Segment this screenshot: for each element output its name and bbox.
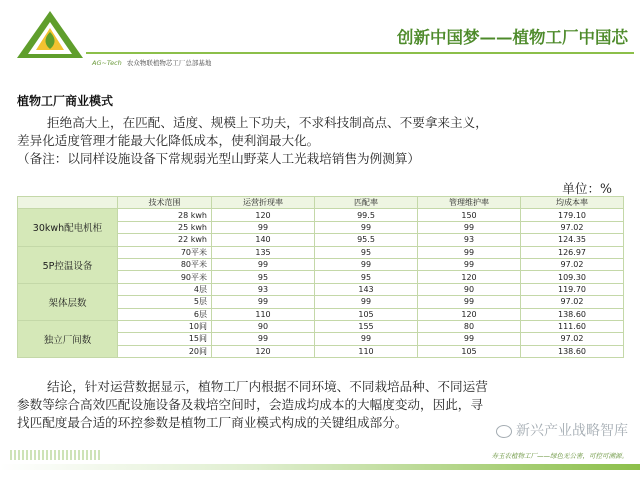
intro-paragraph: [17, 114, 623, 168]
cell-value: 99: [212, 221, 315, 233]
cell-value: 80: [418, 320, 521, 332]
cell-value: 110: [212, 308, 315, 320]
header-tech-range: 技术范围: [118, 197, 212, 209]
cell-value: 95: [315, 246, 418, 258]
cell-value: 99: [418, 221, 521, 233]
header-avg-cost-rate: 均成本率: [521, 197, 624, 209]
footer-divider: [0, 464, 640, 470]
footer-slogan: 寿玉农植物工厂——绿色无公害，可控可溯源。: [491, 452, 628, 460]
cost-rate-table: [17, 196, 624, 358]
cell-range: 80平米: [118, 258, 212, 270]
cell-value: 99: [315, 221, 418, 233]
cell-range: 15间: [118, 333, 212, 345]
header-divider: [86, 52, 634, 54]
cell-value: 99: [315, 333, 418, 345]
table-header-row: [18, 197, 624, 209]
cell-value: 99: [315, 296, 418, 308]
cell-value: 99.5: [315, 209, 418, 221]
table-row: [18, 246, 624, 258]
cell-value: 120: [418, 271, 521, 283]
cell-value: 97.02: [521, 258, 624, 270]
header-match-rate: 匹配率: [315, 197, 418, 209]
cell-range: 5层: [118, 296, 212, 308]
cell-value: 120: [418, 308, 521, 320]
group-label: 5P控温设备: [18, 246, 118, 283]
cell-value: 109.30: [521, 271, 624, 283]
brand-cn: 农众物联植物芯工厂总部基地: [126, 59, 212, 67]
cell-range: 25 kwh: [118, 221, 212, 233]
cell-range: 4层: [118, 283, 212, 295]
cell-value: 150: [418, 209, 521, 221]
cell-value: 105: [418, 345, 521, 357]
cell-value: 119.70: [521, 283, 624, 295]
unit-label: 单位：%: [562, 181, 612, 196]
cell-value: 90: [418, 283, 521, 295]
cell-value: 143: [315, 283, 418, 295]
brand-en: AG~Tech: [92, 59, 122, 67]
cell-value: 155: [315, 320, 418, 332]
cell-value: 135: [212, 246, 315, 258]
footer-decoration: [10, 450, 100, 460]
cell-range: 22 kwh: [118, 234, 212, 246]
cell-value: 120: [212, 345, 315, 357]
cell-value: 97.02: [521, 221, 624, 233]
cell-value: 93: [212, 283, 315, 295]
header-operating-discount: 运营折现率: [212, 197, 315, 209]
table-row: [18, 209, 624, 221]
cell-value: 95: [315, 271, 418, 283]
cell-value: 120: [212, 209, 315, 221]
cell-value: 126.97: [521, 246, 624, 258]
cell-value: 95: [212, 271, 315, 283]
cell-range: 6层: [118, 308, 212, 320]
intro-line-1: 拒绝高大上，在匹配、适度、规模上下功夫，不求科技制高点、不要拿来主义，: [47, 115, 488, 130]
intro-line-2: 差异化适度管理才能最大化降低成本，使利润最大化。: [17, 133, 320, 148]
cell-value: 99: [418, 258, 521, 270]
watermark-text: 新兴产业战略智库: [516, 423, 628, 439]
group-label: 30kwh配电机柜: [18, 209, 118, 246]
table-row: [18, 320, 624, 332]
wechat-icon: [496, 425, 512, 438]
cell-value: 99: [212, 258, 315, 270]
company-logo: [14, 8, 86, 64]
table-row: [18, 283, 624, 295]
cell-value: 99: [315, 258, 418, 270]
cell-value: 99: [212, 296, 315, 308]
cell-value: 93: [418, 234, 521, 246]
cell-range: 28 kwh: [118, 209, 212, 221]
cell-range: 70平米: [118, 246, 212, 258]
cell-value: 99: [418, 296, 521, 308]
watermark: [496, 420, 628, 440]
section-title: 植物工厂商业模式: [17, 94, 114, 108]
brand-line: [92, 58, 211, 67]
cell-value: 99: [418, 333, 521, 345]
page-title: 创新中国梦——植物工厂中国芯: [397, 28, 628, 47]
cell-value: 179.10: [521, 209, 624, 221]
cell-value: 138.60: [521, 345, 624, 357]
cell-value: 95.5: [315, 234, 418, 246]
intro-note: （备注：以同样设施设备下常规弱光型山野菜人工光栽培销售为例测算）: [17, 151, 420, 166]
conclusion-line-1: 结论，针对运营数据显示，植物工厂内根据不同环境、不同栽培品种、不同运营: [47, 379, 488, 394]
cell-value: 105: [315, 308, 418, 320]
conclusion-line-3: 找匹配度最合适的环控参数是植物工厂商业模式构成的关键组成部分。: [17, 415, 408, 430]
cell-value: 97.02: [521, 296, 624, 308]
header-maintenance-rate: 管理维护率: [418, 197, 521, 209]
cell-range: 10间: [118, 320, 212, 332]
cell-range: 90平米: [118, 271, 212, 283]
cell-range: 20间: [118, 345, 212, 357]
group-label: 独立厂间数: [18, 320, 118, 357]
cell-value: 111.60: [521, 320, 624, 332]
cell-value: 110: [315, 345, 418, 357]
cell-value: 140: [212, 234, 315, 246]
conclusion-line-2: 参数等综合高效匹配设施设备及栽培空间时，会造成均成本的大幅度变动，因此，寻: [17, 397, 483, 412]
cell-value: 90: [212, 320, 315, 332]
group-label: 架体层数: [18, 283, 118, 320]
header-empty: [18, 197, 118, 209]
cell-value: 99: [212, 333, 315, 345]
cell-value: 124.35: [521, 234, 624, 246]
cell-value: 97.02: [521, 333, 624, 345]
cell-value: 99: [418, 246, 521, 258]
cell-value: 138.60: [521, 308, 624, 320]
